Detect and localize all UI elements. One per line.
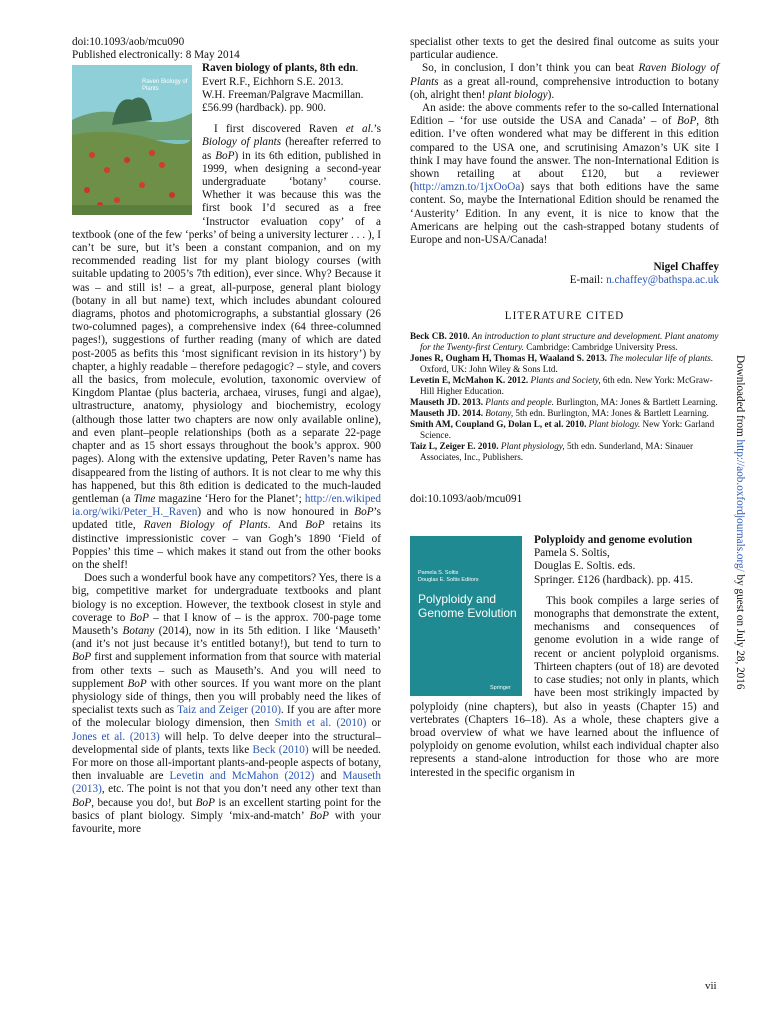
download-notice: Downloaded from http://aob.oxfordjournals.org/ by guest on July 28, 2016 [734,355,746,690]
wikipedia-link[interactable]: http://en.wikipedia.org/wiki/Peter_H._Raven [72,492,381,519]
literature-cited-heading: LITERATURE CITED [504,309,625,322]
reference-item: Mauseth JD. 2014. Botany, 5th edn. Burlington, MA: Jones & Bartlett Learning. [410,407,709,418]
amazon-link[interactable]: http://amzn.to/1jxOoOa [413,181,521,194]
book2-author-2: Douglas E. Soltis. eds. [534,560,636,573]
email-link[interactable]: n.chaffey@bathspa.ac.uk [606,274,719,287]
ref-link-smith[interactable]: Smith et al. (2010) [274,717,367,730]
cover2-title: Polyploidy and Genome Evolution [418,592,517,621]
cover-title-text: Raven Biology of Plants [142,79,188,93]
book-publisher: W.H. Freeman/Palgrave Macmillan. [202,88,364,101]
cover2-authors: Pamela S. Soltis Douglas E. Soltis Editors [418,570,479,584]
book-cover-polyploidy [410,536,522,696]
conclusion-paragraph: So, in conclusion, I don’t think you can beat Raven Biology of Plants as a great all-round, comprehensive introduction to botany (oh, alright then! plant biology). [410,62,719,101]
ref-link-mauseth[interactable]: Mauseth (2013) [72,770,382,796]
springer-logo: Springer [490,685,511,692]
book-title-line: Raven biology of plants, 8th edn. [202,62,359,75]
ref-link-beck[interactable]: Beck (2010) [252,743,309,756]
reference-item: Taiz L, Zeiger E. 2010. Plant physiology, 5th edn. Sunderland, MA: Sinauer Associates, Inc., Publishers. [410,440,694,462]
review-paragraph-1: I first discovered Raven et al.’s Biology of plants (hereafter referred to as BoP) in its 6th edition, published in 1999, when designing a second-year undergraduate ‘botany’ course. Whether it was because this was the first book I’d secured as a free ‘Instructor evaluation copy’ of a textbook (one of the few ‘perks’ of being a university lecturer . . . ), I can’t be sure, but it’s been a constant companion, and on my recommended reading list for my plant biology courses (with suitable updating to 2005’s 7th edition), ever since. Why? Because it was – and still is! – a great, all-purpose, general plant biology (botany in all but name) text, which includes abundant coloured diagrams, photos and photomicrographs, a substantial glossary (26 two-columned pages), a comprehensive index (64 three-columned pages!), suggestions of further reading (many of which are dated post-2005 as befits this ‘most significant revision in its history’) by chapter, a highly readable – therefore pedagogic? – style, and covers all the basics, from molecule, evolution, taxonomic overview of Kingdom Plantae (plus bacteria, archaea, viruses, fungi and algae), ultrastructure, anatomy, physiology and biochemistry, ecology (although those latter two chapters are now only available online), and even plant–people relationships (both as a separate 22-page chapter and as 15 short essays throughout the book’s approx. 900 pages). Along with the extensive updating, Peter Raven’s name has disappeared from the listing of authors. It is not clear to me why this has happened, but this 8th edition is dedicated to the much-lauded gentleman (a Time magazine ‘Hero for the Planet’; http://en.wikipedia.org/wiki/Peter_H._Raven) and who is now honoured in BoP’s updated title, Raven Biology of Plants. And BoP retains its distinctive impressionistic cover – van Gogh’s 1890 ‘Field of Poppies’ this time – which makes it stand out from the other books on the shelf! [72,123,382,571]
doi-header-2: doi:10.1093/aob/mcu091 [410,492,523,505]
signature-name: Nigel Chaffey [653,261,719,274]
book-cover-raven [72,65,192,215]
reference-item: Smith AM, Coupland G, Dolan L, et al. 2010. Plant biology. New York: Garland Science. [410,418,715,440]
aside-paragraph: An aside: the above comments refer to the so-called International Edition – ‘for use outside the USA and Canada’ – of BoP, 8th edition. I’ve often wondered what may be different in this edition compared to the USA one, and scrutinising Amazon’s UK site I think I may have found the answer. The non-International Edition is shown retailing at about £120, but a reviewer (http://amzn.to/1jxOoOa) says that both editions have the same content. So, maybe the International Edition should be renamed the ‘Austerity’ Edition. In any event, it is nice to know that the Americans are helping out the cash-strapped botany students of Europe and non-USA/Canada! [410,102,719,247]
ref-link-jones[interactable]: Jones et al. (2013) [72,730,160,743]
reference-item: Jones R, Ougham H, Thomas H, Waaland S. 2013. The molecular life of plants. Oxford, UK: John Wiley & Sons Ltd. [410,352,714,374]
published-date: Published electronically: 8 May 2014 [72,49,240,62]
reference-item: Levetin E, McMahon K. 2012. Plants and Society, 6th edn. New York: McGraw-Hill Higher Education. [410,374,713,396]
book-title: Raven biology of plants, 8th edn [202,62,356,75]
signature-email-line: E-mail: n.chaffey@bathspa.ac.uk [569,274,719,287]
book2-author-1: Pamela S. Soltis, [534,547,610,560]
page-number: vii [705,980,717,992]
review-paragraph-2: Does such a wonderful book have any competitors? Yes, there is a big, competitive market for undergraduate textbooks and plant biology is no exception. However, the textbook closest in style and coverage to BoP – that I know of – is the approx. 700-page tome Mauseth’s Botany (2014), now in its 5th edition. I like ‘Mauseth’ (and it’s not just because it’s entitled botany!), but tend to turn to BoP first and supplement information from that source with material from other texts – such as Mauseth’s. And you will need to supplement BoP with other sources. If you want more on the plant physiology side of things, then you will probably need the likes of specialist texts such as Taiz and Zeiger (2010). If you are after more of the molecular biology dimension, then Smith et al. (2010) or Jones et al. (2013) will help. To delve deeper into the structural–developmental side of plants, texts like Beck (2010) will be needed. For more on those all-important plants-and-people aspects of botany, then invaluable are Levetin and McMahon (2012) and Mauseth (2013), etc. The point is not that you don’t need any other text than BoP, because you do!, but BoP is an excellent starting point for the basics of plant biology. Simply ‘mix-and-match’ BoP with your favourite, more [72,572,382,835]
book-price: £56.99 (hardback). pp. 900. [202,102,326,115]
review2-paragraph: This book compiles a large series of monographs that demonstrate the extent, mechanisms and consequences of genome evolution in a wide range of recent or ancient polyploid organisms. Thirteen chapters (out of 18) are devoted to case studies; not only in plants, which have been most strikingly impacted by polyploidy (nine chapters), but also in yeasts (Chapter 15) and vertebrates (Chapters 16–18). As a whole, these chapters give a broad overview of what we have learned about the influence of polyploidy on genome evolution, whilst each individual chapter also represents a stand-alone introduction for those who are more interested in the specific organism in [410,594,719,779]
ref-link-levetin[interactable]: Levetin and McMahon (2012) [169,770,315,783]
doi-header: doi:10.1093/aob/mcu090 [72,36,185,48]
ref-link-taiz[interactable]: Taiz and Zeiger (2010) [177,704,281,717]
reference-item: Mauseth JD. 2013. Plants and people. Burlington, MA: Jones & Bartlett Learning. [410,396,718,407]
reference-list [410,331,719,463]
aob-link[interactable]: http://aob.oxfordjournals.org/ [734,439,746,572]
right-column [410,36,719,780]
reference-item: Beck CB. 2010. An introduction to plant structure and development. Plant anatomy for the Twenty-first Century. Cambridge: Cambridge University Press. [410,330,719,352]
left-column [72,36,381,836]
book2-title-line: Polyploidy and genome evolution [534,534,693,547]
book2-publisher: Springer. £126 (hardback). pp. 415. [534,573,694,586]
book-authors: Evert R.F., Eichhorn S.E. 2013. [202,75,344,88]
continued-paragraph: specialist other texts to get the desired final outcome as suits your particular audience. [410,36,719,62]
